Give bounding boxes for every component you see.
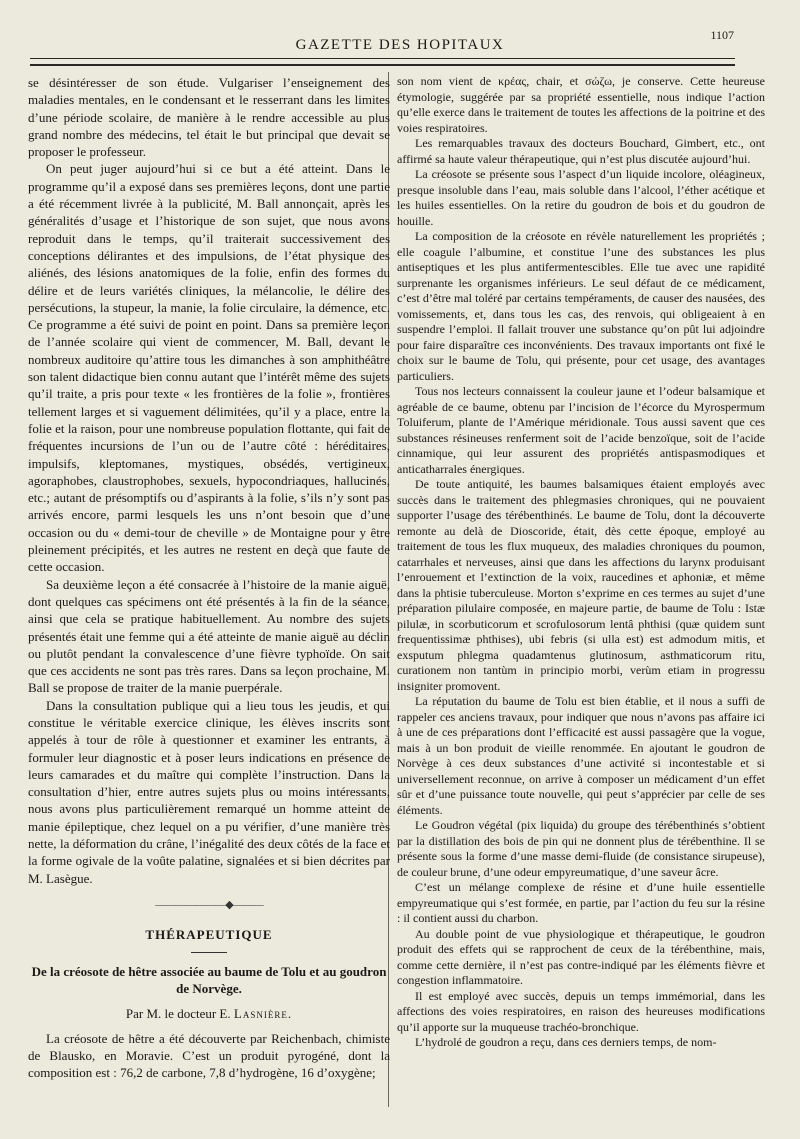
paragraph: Dans la consultation publique qui a lieu tous les jeudis, et qui constitue le véritable exercice clinique, les élèves inscrits sont appelés à tour de rôle à questionner et examiner les entrants, à formuler leur diagnostic et à poser leurs indications en présence de leurs camarades et du maître qui complète l’instruction. Dans la consultation d’hier, entre autres sujets plus ou moins intéressants, nous avons plus particulièrement remarqué un homme atteint de manie épileptique, chez lequel on a pu vérifier, d’une manière très nette, la déformation du crâne, l’inégalité des deux côtés de la face et la forme ogivale de la voûte palatine, signalées et si bien décrites par M. Lasègue.	[28, 697, 390, 886]
paragraph: C’est un mélange complexe de résine et d’une huile essentielle empyreumatique qui s’est formée, en partie, par l’action du feu sur la résine : il contient aussi du charbon.	[397, 880, 765, 925]
paragraph: Il est employé avec succès, depuis un temps immémorial, dans les affections des voies respiratoires, en raison des heureuses modifications qu’il apporte sur la muqueuse trachéo-bronchique.	[397, 988, 765, 1034]
page-number: 1107	[710, 28, 734, 42]
section-title: THÉRAPEUTIQUE	[145, 927, 273, 943]
journal-title: GAZETTE DES HOPITAUX	[295, 37, 505, 53]
page-header	[30, 28, 770, 58]
paragraph: Tous nos lecteurs connaissent la couleur jaune et l’odeur balsamique et agréable de ce baume, obtenu par l’incision de l’écorce du Myrospermum Toluiferum, plante de l’Amérique méridionale. Tous aussi savent que ces substances résineuses renferment soit de l’acide benzoïque, soit de l’acide cinnamique, qui leur assurent des propriétés antispasmodiques et anticatharrales énergiques.	[397, 384, 765, 476]
byline-author: Lasnière.	[233, 1005, 293, 1021]
paragraph: se désintéresser de son étude. Vulgariser l’enseignement des maladies mentales, en le condensant et le resserrant dans les limites d’une période scolaire, de manière à le rendre accessible au plus grand nombre des médecins, tel était le but principal que devait se proposer le professeur.	[28, 75, 390, 160]
header-rule-thin	[30, 58, 735, 59]
paragraph: La créosote de hêtre a été découverte par Reichenbach, chimiste de Blausko, en Moravie. C’est un produit pyrogéné, dont la composition est : 76,2 de carbone, 7,8 d’hydrogène, 16 d’oxygène;	[28, 1030, 390, 1081]
paragraph: On peut juger aujourd’hui si ce but a été atteint. Dans le programme qu’il a exposé dans ses premières leçons, dont une partie a été récemment livrée à la publicité, M. Ball annonçait, après les généralités d’usage et l’historique de son sujet, que nous avons reproduit dans le temps, qu’il traiterait successivement des conceptions délirantes et des impulsions, de l’état physique des aliénés, des lésions anatomiques de la folie, enfin des formes du délire et de leurs variétés cliniques, la mélancolie, le délire des persécutions, la stupeur, la manie, la folie circulaire, la démence, etc. Ce programme a été suivi de point en point. Dans sa première leçon de l’année scolaire qui vient de commencer, M. Ball, devant le nombreux auditoire qu’attire tous les dimanches à son amphithéâtre son talent didactique bien connu autant que l’intérêt même des sujets qu’il traite, a pris pour texte « les frontières de la folie », frontières tellement larges et si vaguement délimitées, qu’il y a place, entre la folie et la raison, pour une nombreuse population flottante, qui fait de fréquentes incursions de l’un ou de l’autre côté : héréditaires, impulsifs, kleptomanes, mystiques, obsédés, vertigineux, agoraphobes, claustrophobes, sexuels, hypocondriaques, hallucinés, etc.; autant de présomptifs ou d’aspirants à la folie, s’ils n’y sont pas arrivés encore, parmi lesquels les uns n’ont besoin que d’une occasion ou du « demi-tour de cheville » de Montaigne pour y être pleinement précipités, et les autres ne restent en deçà que faute de cette occasion.	[28, 161, 390, 575]
section-ornament: ———————◆———	[155, 898, 263, 911]
paragraph: Sa deuxième leçon a été consacrée à l’histoire de la manie aiguë, dont quelques cas spécimens ont été présentés à la fin de la séance, ainsi que cela se pratique habituellement. Au nombre des sujets présentés était une femme qui a été atteinte de manie aiguë au déclin ou plutôt pendant la convalescence d’une fièvre typhoïde. On sait que ces accidents ne sont pas très rares. Dans sa leçon prochaine, M. Ball se propose de traiter de la manie puerpérale.	[28, 576, 390, 696]
paragraph: De toute antiquité, les baumes balsamiques étaient employés avec succès dans le traitement des phlegmasies chroniques, qui ne pouvaient supporter l’usage des térébenthinés. Le baume de Tolu, dont la découverte remonte au delà de Dioscoride, était, dès cette époque, employé au traitement de tous les flux muqueux, des maladies chroniques du poumon, catarrhales et nerveuses, ainsi que dans les affections du larynx produisant l’enrouement et l’extinction de la voix, raucedines et aphoniæ, et même dans la phtisie tuberculeuse. Morton s’exprime en ces termes au sujet d’une préparation pilulaire composée, en majeure partie, de baume de Tolu : Istæ pilulæ, in scorbuticorum et scrofulosorum lentâ phthisi (quæ quidem sunt frequentissimæ phthises), ubi febris (si ulla est) est admodum mitis, et exsputum phlegma quadamtenus glutinosum, asthmaticorum ritu, curationem non tantùm in principio morbi, verùm etiam in progressu insigniter promovent.	[397, 477, 765, 693]
paragraph: son nom vient de κρέας, chair, et σώζω, je conserve. Cette heureuse étymologie, suggérée par sa propriété essentielle, nous indique l’action qu’elle exerce dans le traitement de toutes les affections de la poitrine et des voies respiratoires.	[397, 74, 765, 135]
paragraph: Au double point de vue physiologique et thérapeutique, le goudron produit des effets qui se rapprochent de ceux de la térébenthine, mais, comme cette dernière, il n’est pas contre-indiqué par les éléments fièvre et congestion inflammatoire.	[397, 926, 765, 987]
article-title: De la créosote de hêtre associée au baume de Tolu et au goudron de Norvège.	[31, 963, 387, 996]
paragraph: La composition de la créosote en révèle naturellement les propriétés ; elle coagule l’albumine, et constitue l’une des substances les plus antiseptiques et les plus antifermentescibles. Elle tue avec une rapidité surprenante les organismes inférieurs. Le seul défaut de ce médicament, c’est d’être mal toléré par certains tempéraments, de causer des nausées, des vomissements, et, dans tous les cas, des renvois, qui obligeaient à en suspendre l’emploi. Il fallait trouver une substance qu’on pût lui adjoindre pour faire disparaître ces inconvénients. Des travaux importants ont fixé le choix sur le baume de Tolu, qui présente, pour cet usage, des avantages particuliers.	[397, 229, 765, 383]
paragraph: La réputation du baume de Tolu est bien établie, et il nous a suffi de rappeler ces anciens travaux, pour indiquer que nous n’avons pas affaire ici à une de ces préparations dont l’efficacité est aussi passagère que la vogue, mais à un bon produit de vieille renommée. En ajoutant le goudron de Norvège à ces deux substances d’une activité si incontestable et si universellement reconnue, on arrive à composer un médicament d’un effet sûr et d’une puissance toute nouvelle, qui peut s’apprécier par celle de ses éléments.	[397, 694, 765, 817]
left-column	[28, 74, 390, 1082]
section-short-rule	[191, 952, 227, 953]
byline-prefix: Par M. le docteur E.	[125, 1005, 231, 1021]
header-rule-thick	[30, 64, 735, 66]
paragraph: Les remarquables travaux des docteurs Bouchard, Gimbert, etc., ont affirmé sa haute valeur thérapeutique, qui n’est plus discutée aujourd’hui.	[397, 136, 765, 166]
paragraph: La créosote se présente sous l’aspect d’un liquide incolore, oléagineux, presque insoluble dans l’eau, mais soluble dans l’alcool, l’éther acétique et les huiles essentielles. On la retire du goudron de bois et du goudron de houille.	[397, 167, 765, 228]
right-column	[397, 74, 765, 1051]
article-byline	[28, 1005, 390, 1022]
paragraph: Le Goudron végétal (pix liquida) du groupe des térébenthinés s’obtient par la distillation des bois de pin qui ne donnent plus de térébenthine. Il se présente sous la forme d’une masse demi-fluide (de consistance sirupeuse), de couleur brune, d’une odeur empyreumatique, d’une saveur âcre.	[397, 818, 765, 879]
paragraph: L’hydrolé de goudron a reçu, dans ces derniers temps, de nom-	[415, 1035, 717, 1049]
